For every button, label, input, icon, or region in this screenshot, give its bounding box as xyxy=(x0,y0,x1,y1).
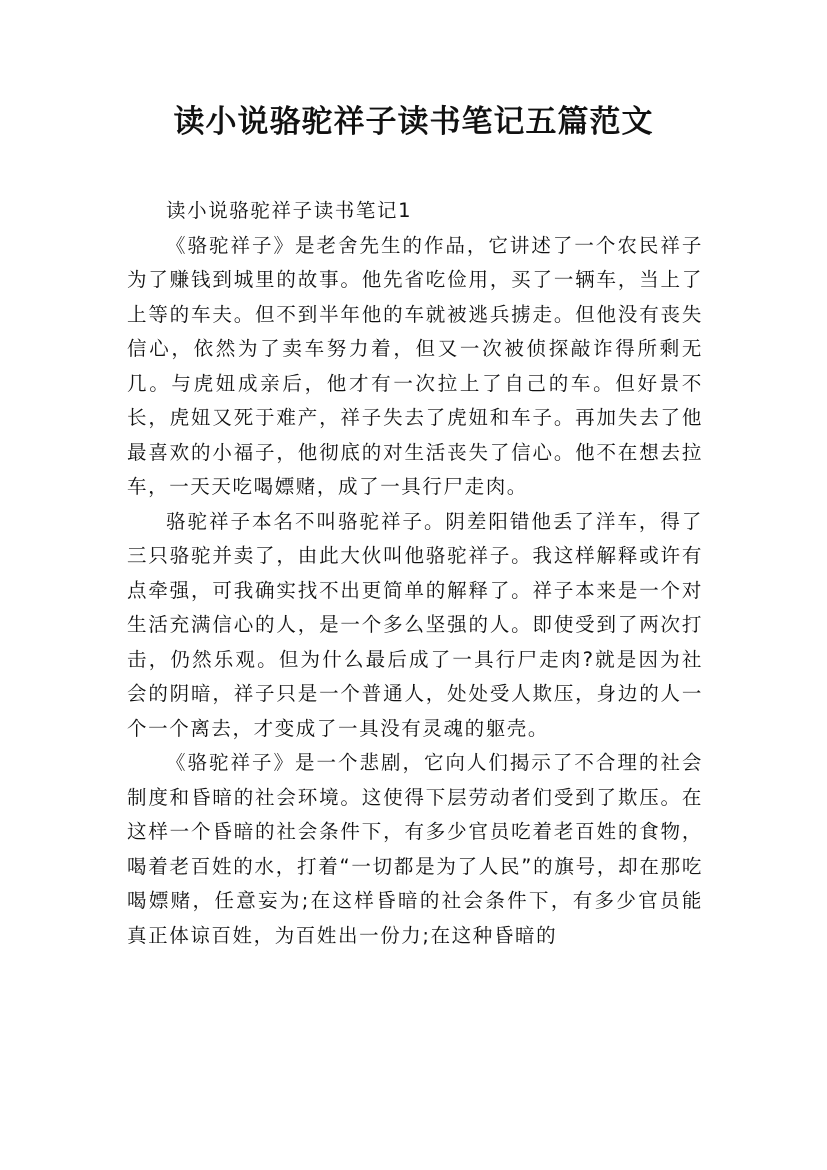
paragraph-3: 《骆驼祥子》是一个悲剧，它向人们揭示了不合理的社会制度和昏暗的社会环境。这使得下层劳动者们受到了欺压。在这样一个昏暗的社会条件下，有多少官员吃着老百姓的食物，喝着老百姓的水，打着“一切都是为了人民”的旗号，却在那吃喝嫖赌，任意妄为;在这样昏暗的社会条件下，有多少官员能真正体谅百姓，为百姓出一份力;在这种昏暗的 xyxy=(127,751,703,947)
section-heading: 读小说骆驼祥子读书笔记1 xyxy=(166,199,413,222)
document-title: 读小说骆驼祥子读书笔记五篇范文 xyxy=(173,104,654,140)
paragraph-1: 《骆驼祥子》是老舍先生的作品，它讲述了一个农民祥子为了赚钱到城里的故事。他先省吃俭用，买了一辆车，当上了上等的车夫。但不到半年他的车就被逃兵掳走。但他没有丧失信心，依然为了卖车努力着，但又一次被侦探敲诈得所剩无几。与虎妞成亲后，他才有一次拉上了自己的车。但好景不长，虎妞又死于难产，祥子失去了虎妞和车子。再加失去了他最喜欢的小福子，他彻底的对生活丧失了信心。他不在想去拉车，一天天吃喝嫖赌，成了一具行尸走肉。 xyxy=(127,233,703,498)
document-body xyxy=(127,194,703,953)
paragraph-2: 骆驼祥子本名不叫骆驼祥子。阴差阳错他丢了洋车，得了三只骆驼并卖了，由此大伙叫他骆驼祥子。我这样解释或许有点牵强，可我确实找不出更简单的解释了。祥子本来是一个对生活充满信心的人，是一个多么坚强的人。即使受到了两次打击，仍然乐观。但为什么最后成了一具行尸走肉?就是因为社会的阴暗，祥子只是一个普通人，处处受人欺压，身边的人一个一个离去，才变成了一具没有灵魂的躯壳。 xyxy=(127,509,703,740)
